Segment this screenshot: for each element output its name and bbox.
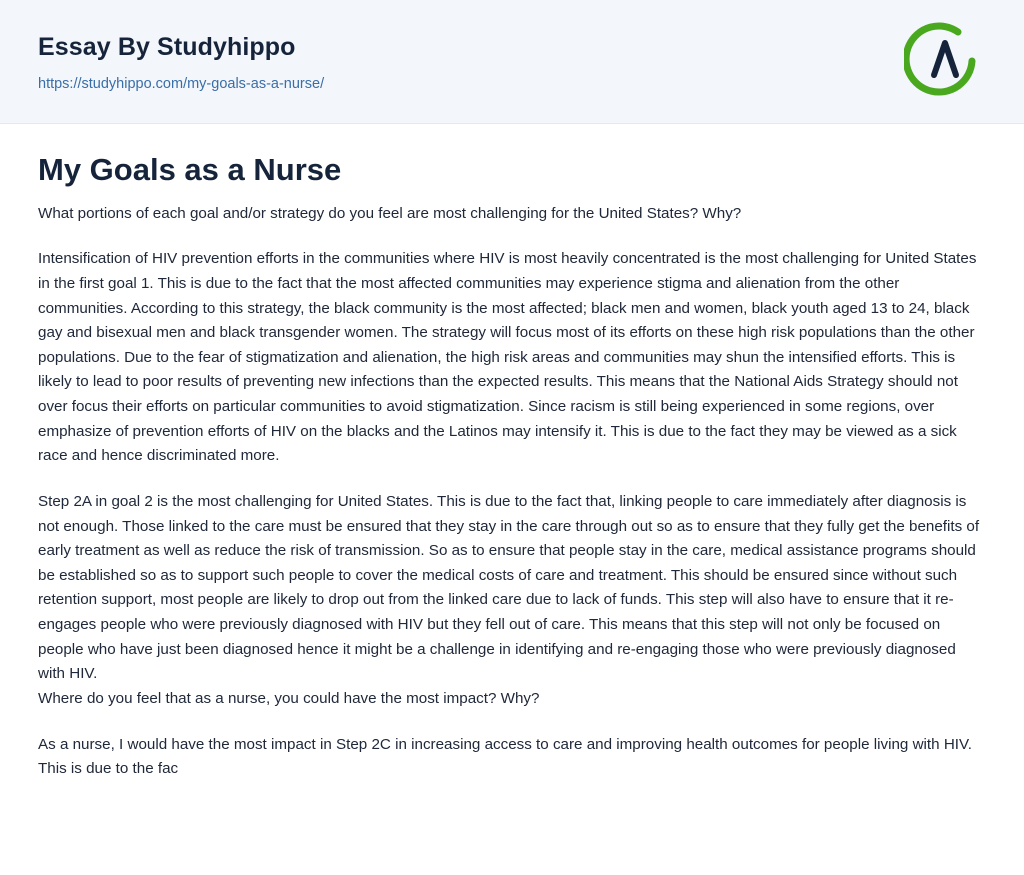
essay-paragraph-2: Intensification of HIV prevention efforts in the communities where HIV is most heavily concentrated is the most challenging for United States in the first goal 1. This is due to the fact that the most affected communities may experience stigma and alienation from the other communities. According to this strategy, the black community is the most affected; black men and women, black youth aged 13 to 24, black gay and bisexual men and black transgender women. The strategy will focus most of its efforts on these high risk populations than the other populations. Due to the fear of stigmatization and alienation, the high risk areas and communities may shun the intensified efforts. This is likely to lead to poor results of preventing new infections than the expected results. This means that the National Aids Strategy should not over focus their efforts on particular communities to avoid stigmatization. Since racism is still being experienced in some regions, over emphasize of prevention efforts of HIV on the blacks and the Latinos may intensify it. This is due to the fact they may be viewed as a sick race and hence discriminated more. [38,250,977,465]
site-header [0,0,1024,124]
essay-paragraph-4: Where do you feel that as a nurse, you could have the most impact? Why? [38,689,540,707]
source-url-link[interactable]: https://studyhippo.com/my-goals-as-a-nurse/ [38,75,325,92]
site-brand-title: Essay By Studyhippo [38,33,296,61]
essay-paragraph-5: As a nurse, I would have the most impact in Step 2C in increasing access to care and improving health outcomes for people living with HIV. This is due to the fac [38,735,972,778]
document-body [0,124,1024,782]
essay-paragraph-3: Step 2A in goal 2 is the most challenging for United States. This is due to the fact that, linking people to care immediately after diagnosis is not enough. Those linked to the care must be ensured that they stay in the care through out so as to ensure that they fully get the benefits of early treatment as well as reduce the risk of transmission. So as to ensure that people stay in the care, medical assistance programs should be established so as to support such people to cover the medical costs of care and treatment. This should be ensured since without such retention support, most people are likely to drop out from the linked care due to lack of funds. This step will also have to ensure that it re-engages people who were previously diagnosed with HIV but they fell out of care. This means that this step will not only be focused on people who have just been diagnosed hence it might be a challenge in identifying and re-engaging those who were previously diagnosed with HIV. [38,492,980,683]
studyhippo-logo-icon [904,20,986,102]
essay-paragraph-1: What portions of each goal and/or strategy do you feel are most challenging for the United States? Why? [38,204,742,222]
page-title: My Goals as a Nurse [38,152,342,187]
